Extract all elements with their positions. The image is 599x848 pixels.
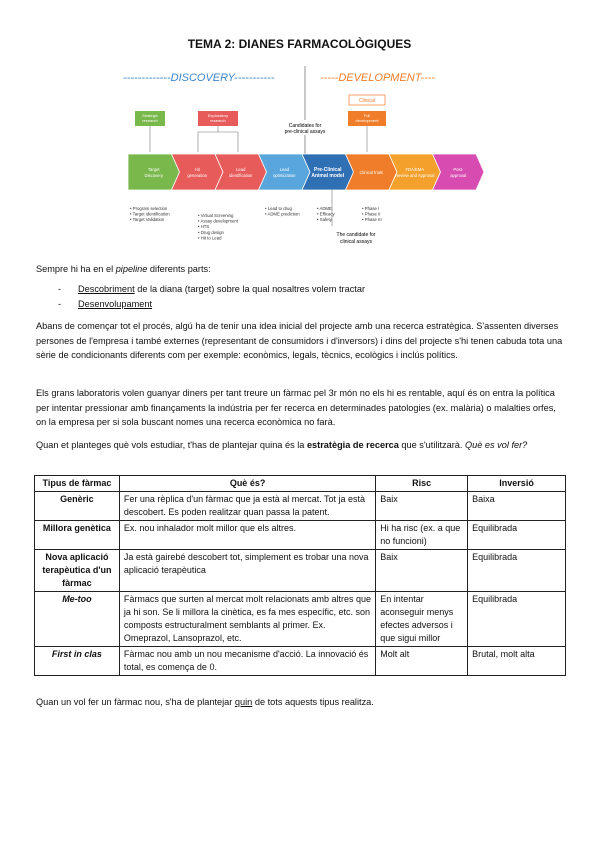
stage-bullet: • Assay development: [198, 218, 238, 224]
stage-arrow: [172, 154, 224, 190]
table-row: Nova aplicació terapèutica d'un fàrmac Ja està gairebé descobert tot, simplement es trobar una nova aplicació terapèutica Baix Equilibrada: [35, 550, 566, 592]
stage-label: FDA/EMA: [405, 167, 425, 172]
full-dev-label-1: Full: [363, 113, 371, 118]
candidate-label-2: clinical assays: [340, 239, 372, 245]
stage-bullet: • Safety: [317, 217, 332, 223]
stage-bullet: • Lead to drug: [265, 206, 292, 211]
stage-label: Post-: [453, 167, 464, 172]
table-header: Tipus de fàrmac: [35, 476, 120, 492]
stage-label: Animal model: [311, 173, 345, 179]
table-header: Què és?: [119, 476, 375, 492]
stage-bullet: • Drug design: [198, 229, 224, 235]
strategic-label-2: research: [142, 118, 158, 123]
stage-bullet: • Target Validation: [130, 217, 165, 223]
stage-bullet: • Efficacy: [317, 211, 335, 217]
exploratory-label-2: research: [210, 118, 226, 123]
pipeline-diagram: [118, 62, 488, 262]
bullet-list: [58, 282, 365, 311]
discovery-label: -------------DISCOVERY-----------: [123, 72, 275, 84]
stage-bullet: • Target identification: [130, 211, 170, 217]
candidates-label-1: Candidates for: [288, 123, 322, 129]
stage-arrow: [389, 154, 441, 190]
full-dev-label-2: development: [355, 118, 379, 123]
footer-text: Quan un vol fer un fàrmac nou, s'ha de plantejar quin de tots aquests tipus realitza.: [36, 697, 374, 707]
paragraph-3: Quan et planteges què vols estudiar, t'has de plantejar quina és la estratègia de recerca que s'utilitzarà. Què es vol fer?: [36, 440, 528, 450]
stage-label: Hit: [194, 167, 200, 172]
list-item: - Desenvolupament: [58, 298, 153, 309]
stage-bullet: • Phase I: [362, 206, 380, 211]
stage-arrows: [128, 154, 484, 190]
stage-bullet: • Program selection: [130, 206, 168, 211]
stage-label: optimization: [273, 173, 296, 178]
stage-bullet: • HTS: [198, 224, 210, 230]
intro-line: Sempre hi ha en el pipeline diferents parts:: [36, 264, 211, 274]
stage-label: generation: [187, 173, 208, 178]
stage-label: Review and Approval: [395, 173, 435, 178]
stage-arrow: [128, 154, 180, 190]
paragraph-1: Abans de començar tot el procés, algú ha de tenir una idea inicial del projecte amb una recerca estratègica. S'assenten diverses persones de l'empresa i també externes (representant de consumidors i d'inversors) i dins del projecte s'hi tenen cabuda tota una sèrie de condicionants diferents com per exemple: econòmics, legals, tècnics, ecològics i inclús polítics.: [36, 321, 563, 360]
exploratory-label-1: Exploratory: [207, 113, 229, 118]
stage-bullet: • ADME: [317, 206, 332, 211]
stage-label: approval: [450, 173, 467, 178]
stage-arrow: [215, 154, 267, 190]
table-row: Genèric Fer una rèplica d'un fàrmac que ja està al mercat. Tot ja està descobert. Es poden realitzar quan passa la patent. Baix Baixa: [35, 492, 566, 521]
stage-label: Target: [147, 167, 160, 172]
stage-bullet: • Phase II: [362, 211, 381, 217]
stage-bullet: • Hit to Lead: [198, 235, 222, 241]
drug-types-table: [34, 475, 566, 676]
development-label: -----DEVELOPMENT----: [320, 72, 436, 84]
table-row: Me-too Fàrmacs que surten al mercat molt relacionats amb altres que ja hi son. Se li millora la cinètica, es fa mes específic, etc. son composts estructuralment semblants al primer. Ex. Omeprazol, Lansoprazol, etc. En intentar aconseguir menys efectes adversos i que sigui millor Equilibrada: [35, 592, 566, 647]
candidate-label-1: The candidate for: [336, 232, 376, 238]
stage-label: Lead: [279, 167, 289, 172]
stage-label: Pre-Clinical: [313, 167, 342, 173]
list-item: - Descobriment de la diana (target) sobre la qual nosaltres volem tractar: [58, 284, 366, 294]
table-row: First in clas Fàrmac nou amb un nou mecanisme d'acció. La innovació és total, es comença de 0. Molt alt Brutal, molt alta: [35, 647, 566, 676]
table-header: Inversió: [468, 476, 566, 492]
strategic-label-1: Strategic: [142, 113, 158, 118]
stage-label: Discovery: [144, 173, 163, 178]
table-row: Millora genètica Ex. nou inhalador molt millor que els altres. Hi ha risc (ex. a que no funcioni) Equilibrada: [35, 521, 566, 550]
stage-bullet: • ADME prediction: [265, 211, 300, 217]
clinical-label: Clinical: [358, 98, 376, 104]
stage-label: Clinical trials: [359, 170, 384, 175]
page-title: TEMA 2: DIANES FARMACOLÒGIQUES: [187, 37, 412, 51]
stage-bullet: • Virtual Screening: [198, 213, 234, 218]
candidates-label-2: pre-clinical assays: [284, 129, 326, 135]
stage-arrow: [433, 154, 485, 190]
stage-label: identification: [229, 173, 253, 178]
paragraph-2: Els grans laboratoris volen guanyar diners per tant treure un fàrmac pel 3r món no els hi es rentable, aquí és on entra la política per intentar pressionar amb finançaments la indústria per fer recerca en determinades patologies (ex. malària) o malalties orfes, on la empresa per si sola buscant nomes una recerca econòmica no farà.: [36, 388, 556, 427]
stage-bullet: • Phase III: [362, 217, 382, 223]
stage-arrow: [259, 154, 311, 190]
table-header: Risc: [376, 476, 468, 492]
stage-label: Lead: [236, 167, 246, 172]
